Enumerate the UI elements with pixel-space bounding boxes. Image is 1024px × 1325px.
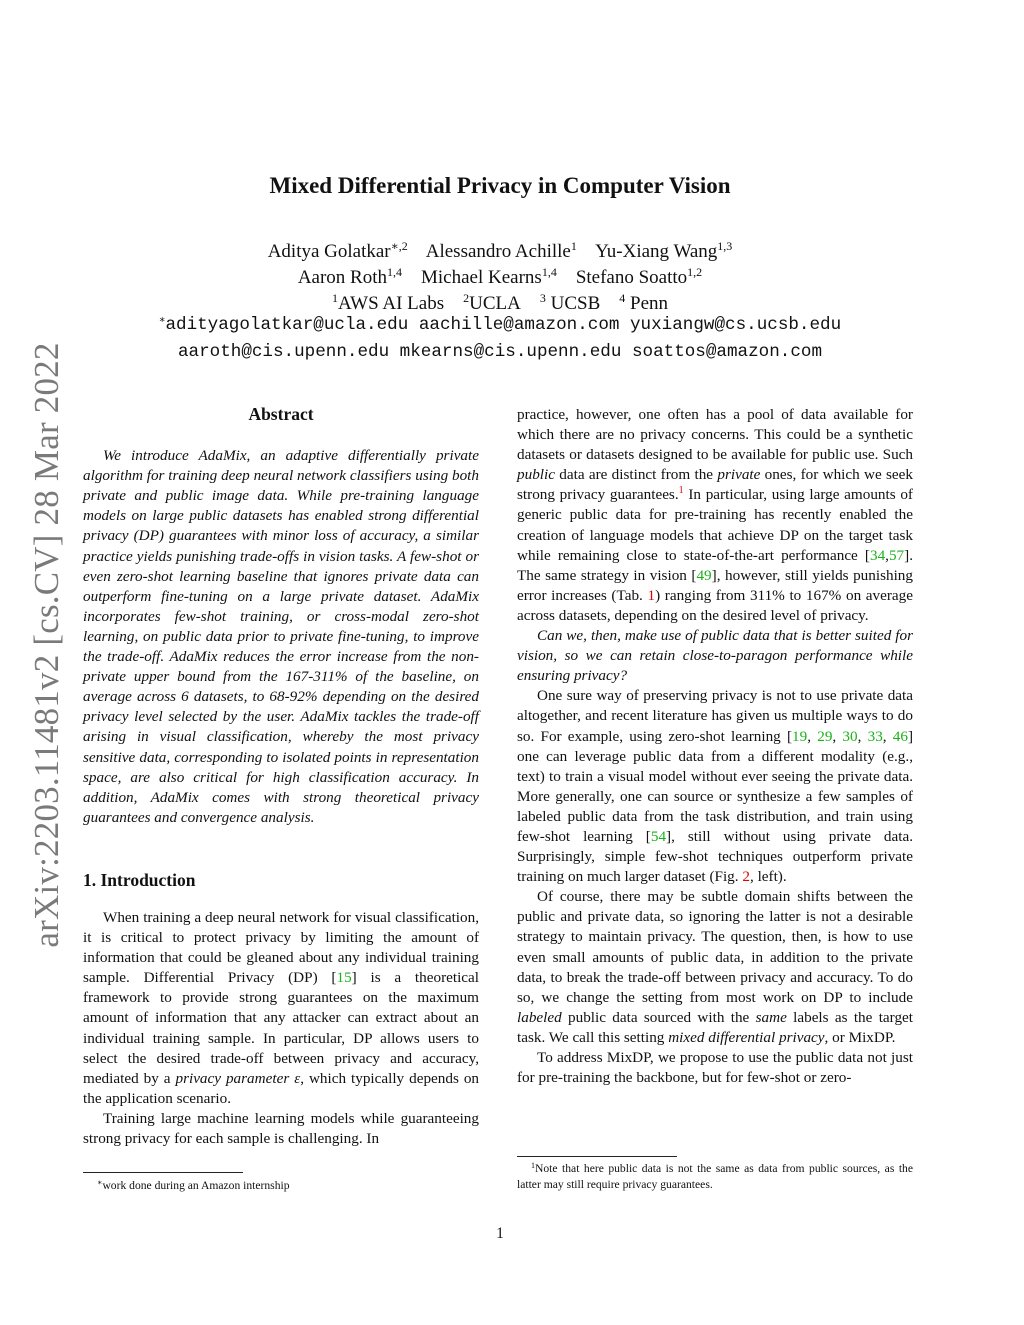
author-name: Alessandro Achille <box>425 241 571 262</box>
introduction-heading: 1. Introduction <box>83 869 196 890</box>
citation-link[interactable]: 30 <box>842 727 858 745</box>
citation-link[interactable]: 46 <box>892 727 908 745</box>
intro-paragraph-4: Can we, then, make use of public data that is better suited for vision, so we can retain close-to-paragon performance while ensuring privacy? <box>517 627 913 685</box>
citation-link[interactable]: 29 <box>817 727 833 745</box>
affiliation: UCSB <box>550 293 601 314</box>
author-name: Aaron Roth <box>297 267 387 288</box>
arxiv-identifier: arXiv:2203.11481v2 [cs.CV] 28 Mar 2022 <box>27 342 66 948</box>
intro-paragraph-6: Of course, there may be subtle domain shifts between the public and private data, so ignoring the latter is not a desirable strategy to maintain privacy. The question, then, is how to use even small amounts of public data, in addition to the private data, to break the trade-off between privacy and accuracy. To do so, we change the setting from most work on DP to include labeled public data sourced with the same labels as the target task. We call this setting mixed differential privacy, or MixDP. <box>517 888 913 1046</box>
figure-ref-link[interactable]: 2 <box>742 868 750 886</box>
citation-link[interactable]: 19 <box>792 727 808 745</box>
citation-link[interactable]: 34 <box>869 546 886 564</box>
abstract-heading: Abstract <box>248 404 314 424</box>
citation-link[interactable]: 54 <box>650 827 667 845</box>
email-block <box>0 312 1000 366</box>
author-line-2: Aaron Roth$^{1,4}$ Michael Kearns$^{1,4}$ Stefano Soatto$^{1,2}$ <box>297 265 703 288</box>
author-line-1: Aditya Golatkar$^{∗,2}$ Alessandro Achille$^1$ Yu-Xiang Wang$^{1,3}$ <box>267 239 733 262</box>
page-number: 1 <box>496 1225 504 1242</box>
footnote-rule-right <box>517 1156 677 1157</box>
table-ref-link[interactable]: 1 <box>647 586 656 604</box>
right-column <box>517 405 913 1088</box>
left-column <box>83 404 479 1149</box>
author-name: Yu-Xiang Wang <box>595 241 718 262</box>
intro-paragraph-3: practice, however, one often has a pool of data available for which there are no privacy concerns. This could be a synthetic datasets or datasets designed to be available for public use. Such public data are distinct from the private ones, for which we seek strong privacy guarantees.$^1$ In particular, using large amounts of generic public data for pre-training has recently enabled the creation of language models that achieve DP on the target task while remaining close to state-of-the-art performance [34,57]. The same strategy in vision [49], however, still yields punishing error increases (Tab. 1) ranging from 311% to 167% on average across datasets, depending on the desired level of privacy. <box>517 406 914 624</box>
abstract-body: We introduce AdaMix, an adaptive differentially private algorithm for training deep neural network classifiers using both private and public image data. While pre-training language models on large public datasets has enabled strong differential privacy (DP) guarantees with minor loss of accuracy, a similar practice yields punishing trade-offs in vision tasks. A few-shot or even zero-shot learning baseline that ignores private data can outperform fine-tuning on a large private dataset. AdaMix incorporates few-shot training, or cross-modal zero-shot learning, on public data prior to private fine-tuning, to improve the trade-off. AdaMix reduces the error increase from the non-private upper bound from the 167-311% of the baseline, on average across 6 datasets, to 68-92% depending on the desired privacy level selected by the user. AdaMix tackles the trade-off arising in visual classification, whereby the most privacy sensitive data, corresponding to isolated points in representation space, are also critical for high classification accuracy. In addition, AdaMix comes with strong theoretical privacy guarantees and convergence analysis. <box>83 447 479 826</box>
citation-link[interactable]: 33 <box>867 727 883 745</box>
intro-paragraph-5: One sure way of preserving privacy is not to use private data altogether, and recent literature has given us multiple ways to do so. For example, using zero-shot learning [19, 29, 30, 33, 46] one can leverage public data from a different modality (e.g., text) to train a visual model without ever seeing the private data. More generally, one can source or synthesize a few samples of labeled public data from the task distribution, and train using few-shot learning [54], still without using private data. Surprisingly, simple few-shot techniques outperform private training on much larger dataset (Fig. 2, left). <box>517 687 914 886</box>
affiliation: UCLA <box>469 293 521 314</box>
email-line-2: aaroth@cis.upenn.edu mkearns@cis.upenn.edu soattos@amazon.com <box>177 342 823 362</box>
citation-link[interactable]: 15 <box>336 969 352 987</box>
affiliations: $^1$AWS AI Labs $^2$UCLA $^3$ UCSB $^4$ Penn <box>331 291 668 314</box>
citation-link[interactable]: 57 <box>888 546 905 564</box>
author-name: Stefano Soatto <box>575 267 688 288</box>
author-name: Aditya Golatkar <box>267 241 391 262</box>
footnote-right: $^1$Note that here public data is not the same as data from public sources, as the latter may still require privacy guarantees. <box>517 1161 913 1191</box>
arxiv-sidebar <box>27 342 66 948</box>
author-block <box>0 239 1000 317</box>
affiliation: Penn <box>630 293 668 314</box>
affiliation: AWS AI Labs <box>337 293 445 314</box>
intro-paragraph-2: Training large machine learning models while guaranteeing strong privacy for each sample is challenging. In <box>83 1109 479 1147</box>
intro-paragraph-7: To address MixDP, we propose to use the public data not just for pre-training the backbone, but for few-shot or zero- <box>517 1049 913 1087</box>
citation-link[interactable]: 49 <box>696 566 712 584</box>
paper-title: Mixed Differential Privacy in Computer Vision <box>269 173 731 198</box>
email-line-1: ∗adityagolatkar@ucla.edu aachille@amazon.com yuxiangw@cs.ucsb.edu <box>158 315 842 335</box>
author-name: Michael Kearns <box>421 267 542 288</box>
footnote-left: ∗work done during an Amazon internship <box>97 1178 290 1192</box>
footnote-ref-link[interactable]: 1 <box>678 485 684 497</box>
intro-paragraph-1: When training a deep neural network for visual classification, it is critical to protect privacy by limiting the amount of information that could be gleaned about any individual training sample. Differential Privacy (DP) [15] is a theoretical framework to provide strong guarantees on the maximum amount of information that any attacker can extract about an individual training sample. In particular, DP allows users to select the desired trade-off between privacy and accuracy, mediated by a privacy parameter ε, which typically depends on the application scenario. <box>83 908 480 1107</box>
footnote-rule-left <box>83 1172 243 1173</box>
